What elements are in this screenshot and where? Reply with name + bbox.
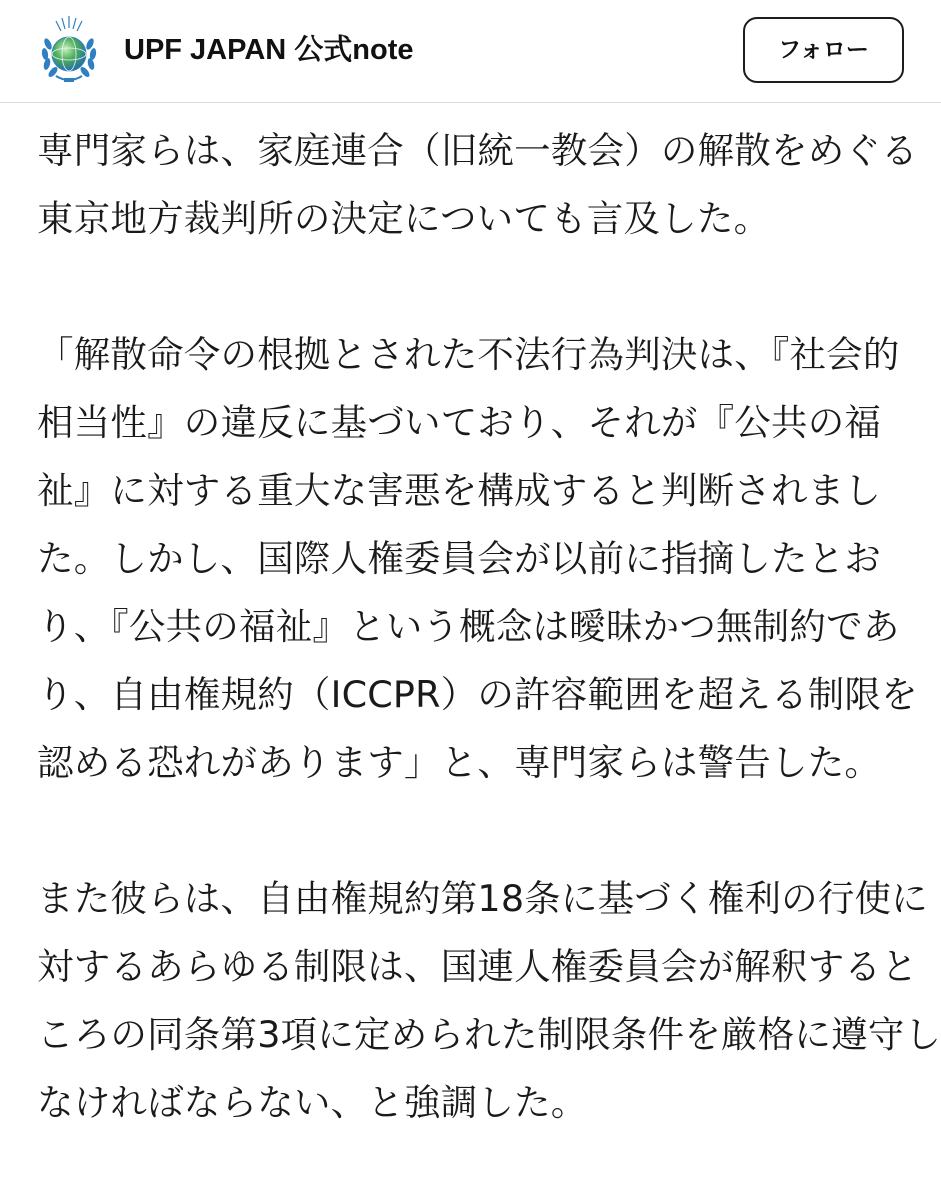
site-title[interactable]: UPF JAPAN 公式note (124, 34, 414, 66)
text-line: り、自由権規約（ICCPR）の許容範囲を超える制限を (37, 673, 918, 716)
text-line: り、『公共の福祉』という概念は曖昧かつ無制約であ (37, 605, 900, 648)
upf-globe-logo-icon[interactable] (36, 14, 102, 86)
text-line: た。しかし、国際人権委員会が以前に指摘したとお (37, 537, 882, 580)
text-line: 東京地方裁判所の決定についても言及した。 (37, 197, 771, 240)
paragraph-spacer (37, 797, 917, 865)
article-paragraph (37, 865, 941, 1137)
text-line: 対するあらゆる制限は、国連人権委員会が解釈すると (37, 945, 918, 988)
paragraph-spacer (37, 253, 917, 321)
text-line: 「解散命令の根拠とされた不法行為判決は、『社会的 (37, 333, 900, 376)
text-line: なければならない、と強調した。 (37, 1081, 588, 1124)
text-line: 祉』に対する重大な害悪を構成すると判断されまし (37, 469, 882, 512)
text-line: また彼らは、自由権規約第18条に基づく権利の行使に (37, 877, 928, 920)
article-paragraph (37, 321, 917, 797)
text-line: ころの同条第3項に定められた制限条件を厳格に遵守し (37, 1013, 941, 1056)
article-paragraph (37, 117, 917, 253)
text-line: 認める恐れがあります」と、専門家らは警告した。 (37, 741, 882, 784)
note-header (0, 0, 941, 103)
follow-button[interactable]: フォロー (743, 17, 904, 83)
text-line: 相当性』の違反に基づいており、それが『公共の福 (37, 401, 882, 444)
text-line: 専門家らは、家庭連合（旧統一教会）の解散をめぐる (37, 129, 918, 172)
article-body (37, 117, 941, 1137)
